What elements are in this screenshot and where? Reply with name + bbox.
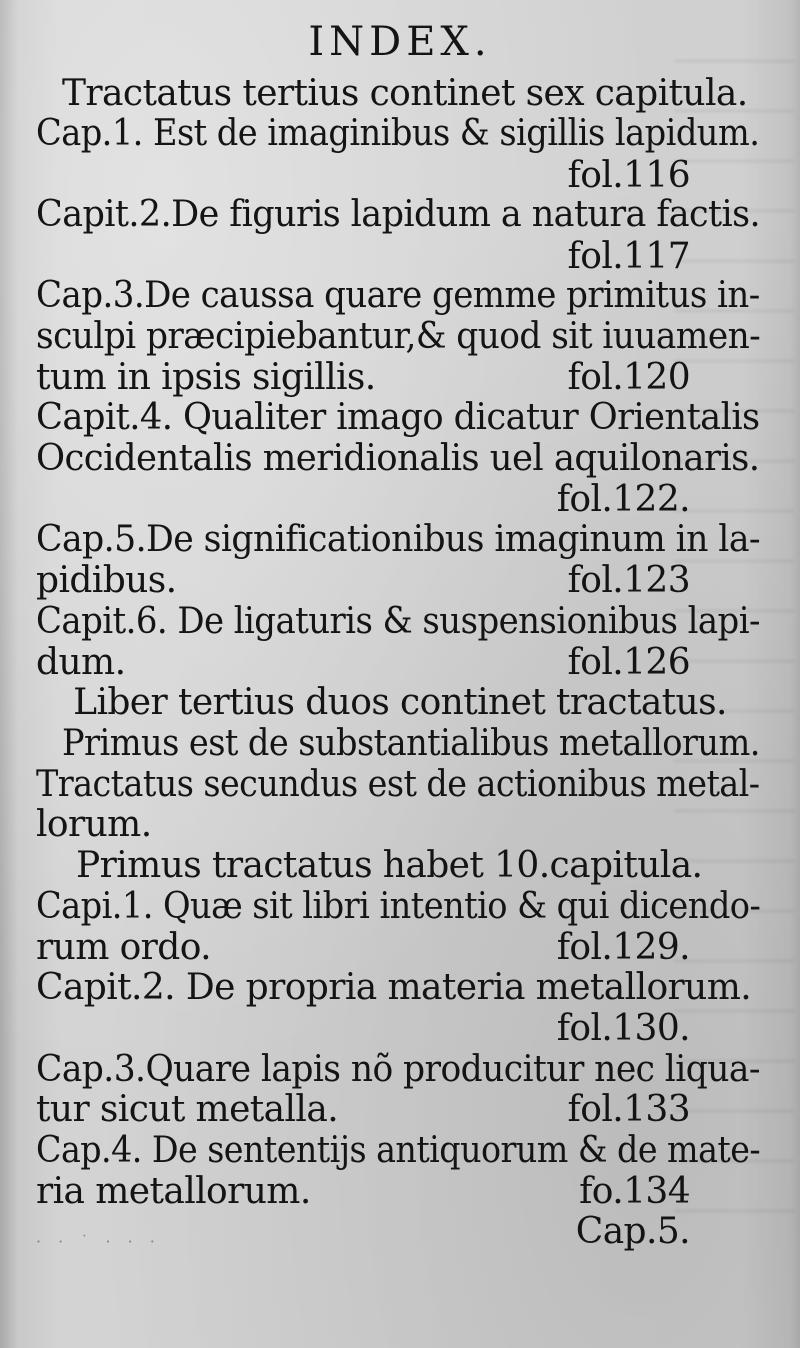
- section-heading: Liber tertius duos continet tractatus.: [73, 682, 727, 723]
- folio-ref: fol.133: [567, 1089, 690, 1130]
- page-title: INDEX.: [308, 19, 492, 65]
- folio-ref: fol.123: [567, 560, 690, 601]
- index-line: Cap.3.Quare lapis nõ producitur nec liqua-: [36, 1049, 760, 1090]
- folio-ref: fol.117: [567, 236, 690, 277]
- index-line: tum in ipsis sigillis.: [36, 357, 376, 398]
- catchword: Cap.5.: [575, 1211, 690, 1252]
- index-line: Cap.3.De caussa quare gemme primitus in-: [36, 275, 760, 316]
- folio-ref: fol.116: [567, 155, 690, 196]
- ink-specks: · · ˙ · · ·: [36, 1232, 161, 1251]
- index-line: ria metallorum.: [36, 1171, 311, 1212]
- index-line: Capit.6. De ligaturis & suspensionibus lapi-: [36, 601, 760, 642]
- folio-ref: fol.120: [567, 357, 690, 398]
- folio-ref: fol.126: [567, 642, 690, 683]
- index-line: Cap.5.De significationibus imaginum in la-: [36, 519, 761, 560]
- index-line: Capit.2. De propria materia metallorum.: [36, 967, 752, 1008]
- folio-ref: fol.130.: [556, 1008, 690, 1049]
- index-line: dum.: [36, 642, 126, 683]
- index-line: Capi.1. Quæ sit libri intentio & qui dicendo-: [36, 886, 761, 927]
- index-line: tur sicut metalla.: [36, 1089, 339, 1130]
- section-heading: Primus tractatus habet 10.capitula.: [76, 845, 703, 886]
- index-line: rum ordo.: [36, 927, 211, 968]
- index-line: Tractatus secundus est de actionibus metal-: [36, 764, 760, 805]
- index-line: Primus est de substantialibus metallorum.: [62, 723, 760, 764]
- folio-ref: fol.129.: [556, 927, 690, 968]
- index-line: pidibus.: [36, 560, 177, 601]
- index-line: Capit.2.De figuris lapidum a natura factis.: [36, 194, 761, 235]
- index-line: lorum.: [36, 804, 152, 845]
- index-line: sculpi præcipiebantur,& quod sit iuuamen-: [36, 316, 761, 357]
- index-line: Cap.4. De sententijs antiquorum & de mate-: [36, 1130, 761, 1171]
- folio-ref: fol.122.: [556, 479, 690, 520]
- index-line: Tractatus tertius continet sex capitula.: [62, 73, 748, 114]
- index-line: Occidentalis meridionalis uel aquilonaris.: [36, 438, 760, 479]
- folio-ref: fo.134: [579, 1171, 690, 1212]
- index-line: Cap.1. Est de imaginibus & sigillis lapidum.: [36, 113, 760, 154]
- index-line: Capit.4. Qualiter imago dicatur Orientalis: [36, 397, 760, 438]
